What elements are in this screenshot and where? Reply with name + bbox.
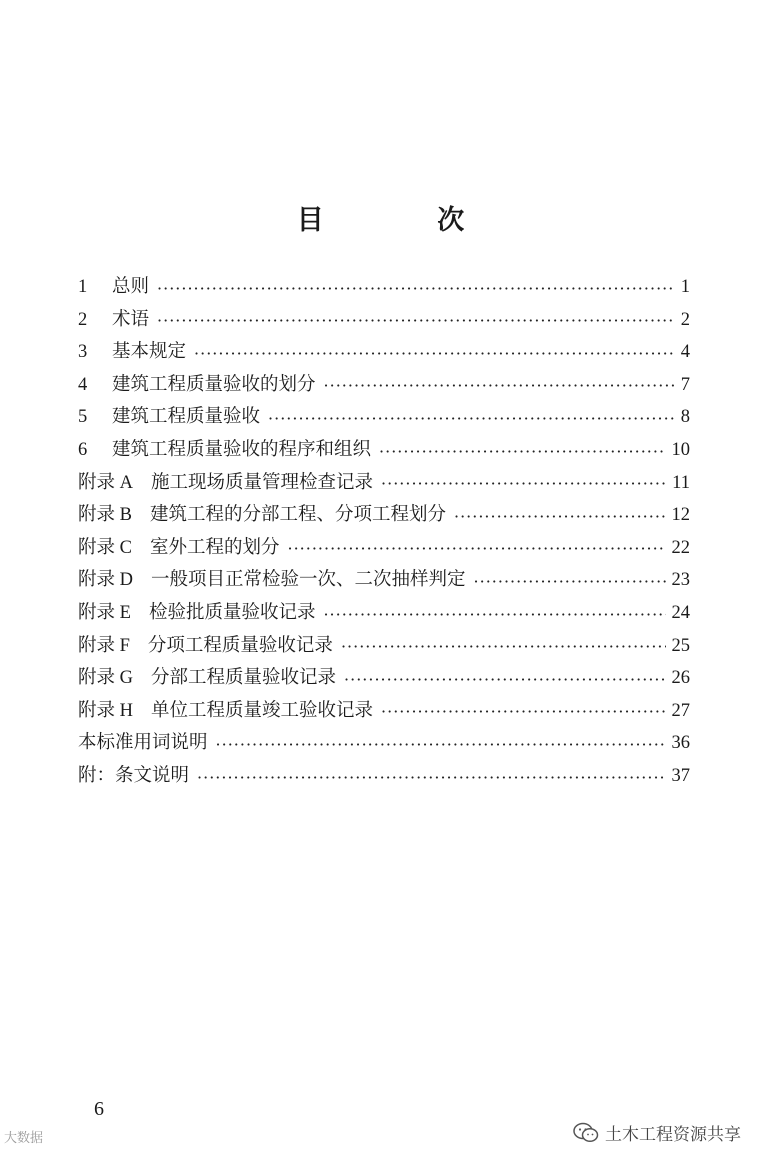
- toc-dot-leader: [454, 509, 666, 525]
- toc-entry-title: 建筑工程质量验收的划分: [112, 373, 316, 395]
- toc-entry-title: 建筑工程质量验收: [112, 406, 261, 428]
- toc-entry: [78, 688, 690, 721]
- toc-entry-number: 5: [78, 407, 88, 428]
- toc-entry: [78, 394, 690, 427]
- toc-entry: [78, 329, 690, 362]
- table-of-contents: [78, 264, 690, 786]
- watermark-text: 土木工程资源共享: [605, 1125, 741, 1145]
- toc-entry-title: 室外工程的划分: [149, 536, 280, 558]
- toc-entry-title: 本标准用词说明: [78, 732, 208, 754]
- toc-entry-page: 27: [671, 700, 690, 721]
- toc-entry-page: 2: [680, 309, 690, 330]
- page-number: 6: [94, 1098, 104, 1120]
- toc-entry-page: 23: [671, 570, 690, 591]
- toc-entry-page: 26: [671, 668, 690, 689]
- toc-dot-leader: [474, 574, 666, 590]
- toc-dot-leader: [381, 476, 666, 492]
- wechat-icon: [573, 1122, 599, 1144]
- toc-entry: [78, 720, 690, 753]
- toc-entry-number: 附录 D: [78, 570, 133, 591]
- toc-entry-page: 12: [671, 505, 690, 526]
- toc-entry-title: 术语: [112, 308, 150, 330]
- toc-entry-page: 1: [680, 277, 690, 298]
- toc-dot-leader: [324, 378, 674, 394]
- toc-entry-number: 附录 B: [78, 505, 132, 526]
- toc-entry-page: 10: [671, 440, 690, 461]
- toc-entry-number: 附录 F: [78, 635, 130, 656]
- toc-entry-page: 8: [680, 407, 690, 428]
- toc-dot-leader: [157, 313, 674, 329]
- toc-entry: [78, 525, 690, 558]
- toc-entry-page: 11: [672, 472, 690, 493]
- toc-entry-number: 2: [78, 309, 88, 330]
- toc-entry-title: 一般项目正常检验一次、二次抽样判定: [151, 569, 466, 591]
- toc-entry: [78, 753, 690, 786]
- watermark-corner: 大数据: [4, 1131, 44, 1146]
- toc-entry-page: 24: [671, 603, 690, 624]
- toc-entry-title: 附：条文说明: [78, 765, 190, 786]
- toc-entry: [78, 427, 690, 460]
- toc-dot-leader: [216, 737, 666, 753]
- toc-dot-leader: [287, 541, 665, 557]
- toc-entry-title: 基本规定: [112, 341, 187, 363]
- toc-entry: [78, 297, 690, 330]
- toc-dot-leader: [344, 672, 665, 688]
- toc-entry: [78, 264, 690, 297]
- toc-entry-number: 3: [78, 342, 88, 363]
- toc-dot-leader: [381, 704, 665, 720]
- toc-entry-number: 附录 H: [78, 700, 133, 721]
- toc-entry-number: 6: [78, 440, 88, 461]
- toc-entry: [78, 460, 690, 493]
- toc-dot-leader: [379, 444, 665, 460]
- toc-entry: [78, 623, 690, 656]
- toc-dot-leader: [268, 411, 674, 427]
- watermark-brand: [573, 1120, 741, 1145]
- toc-entry-title: 检验批质量验收记录: [148, 602, 316, 624]
- toc-entry-title: 建筑工程质量验收的程序和组织: [112, 439, 372, 461]
- toc-entry: [78, 655, 690, 688]
- toc-entry-title: 建筑工程的分部工程、分项工程划分: [149, 504, 446, 526]
- toc-entry-title: 施工现场质量管理检查记录: [151, 471, 374, 493]
- toc-entry-page: 25: [671, 635, 690, 656]
- toc-entry-page: 4: [680, 342, 690, 363]
- toc-entry-page: 36: [671, 733, 690, 754]
- page-title: 目 次: [296, 205, 517, 237]
- toc-entry-page: 7: [680, 374, 690, 395]
- toc-entry-page: 22: [671, 537, 690, 558]
- toc-entry-title: 分项工程质量验收记录: [147, 634, 333, 656]
- toc-entry: [78, 557, 690, 590]
- toc-entry-page: 37: [671, 766, 690, 786]
- toc-entry: [78, 590, 690, 623]
- toc-entry-number: 1: [78, 277, 88, 298]
- toc-entry-title: 分部工程质量验收记录: [151, 667, 337, 689]
- toc-entry: [78, 492, 690, 525]
- toc-dot-leader: [341, 639, 666, 655]
- toc-dot-leader: [157, 281, 674, 297]
- toc-entry-number: 附录 A: [78, 472, 133, 493]
- toc-entry-number: 附录 E: [78, 603, 131, 624]
- toc-entry-title: 总则: [112, 276, 150, 298]
- toc-entry-number: 附录 C: [78, 537, 132, 558]
- toc-entry-number: 4: [78, 374, 88, 395]
- toc-dot-leader: [194, 346, 674, 362]
- toc-entry: [78, 362, 690, 395]
- toc-dot-leader: [197, 770, 665, 786]
- toc-entry-title: 单位工程质量竣工验收记录: [151, 699, 374, 721]
- toc-dot-leader: [323, 607, 665, 623]
- toc-entry-number: 附录 G: [78, 668, 133, 689]
